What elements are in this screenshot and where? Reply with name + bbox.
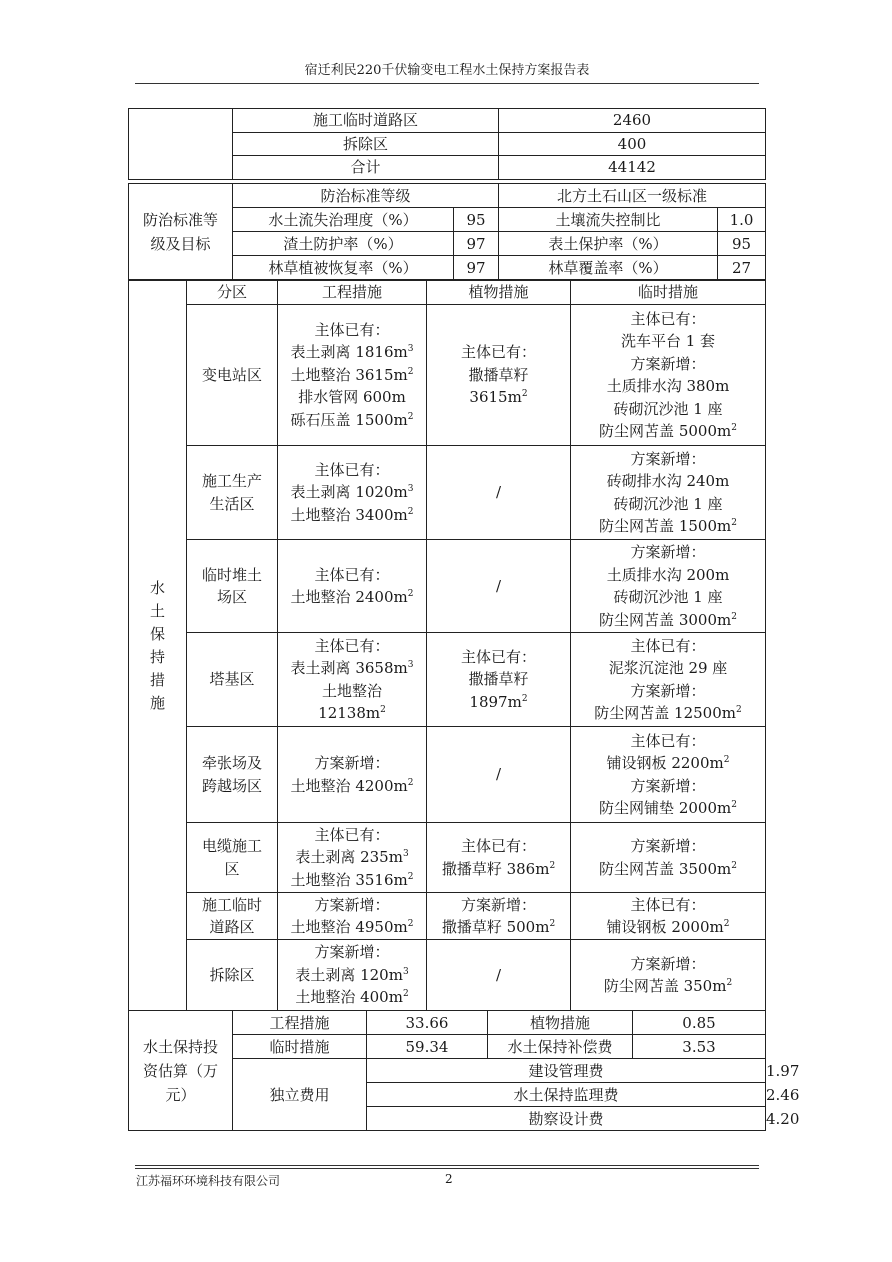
cell-line: 方案新增： (630, 354, 706, 373)
cell-line: 砾石压盖 $1500m^2$ (290, 410, 414, 429)
engineering-value: 33.66 (367, 1011, 488, 1035)
cell-line: 砖砌沉沙池 1 座 (613, 399, 723, 418)
cell-line: 防尘网苫盖 $3000m^2$ (599, 610, 737, 629)
empty-slash: / (495, 483, 502, 502)
cell-line: 土地整治 $3615m^2$ (290, 365, 414, 384)
unit-exponent: 2 (549, 860, 556, 871)
cell-line: 土质排水沟 200m (606, 565, 730, 584)
plant-cell (427, 446, 571, 540)
cell-line: 土地整治 $3400m^2$ (290, 505, 414, 524)
cell-line: 防尘网苫盖 $350m^2$ (603, 977, 733, 995)
cell-line: 防尘网苫盖 $3500m^2$ (599, 859, 737, 878)
empty-slash: / (495, 765, 502, 784)
table-row: 勘察设计费 4.20 (129, 1107, 766, 1131)
cell-line: 土地整治 $2400m^2$ (290, 588, 414, 606)
temporary-cell (571, 893, 766, 940)
cell-line: 主体已有： (314, 460, 390, 479)
cell-line: 土地整治 $400m^2$ (295, 988, 409, 1007)
cell-line: 土地整治 $3516m^2$ (290, 870, 414, 889)
engineering-cell (278, 446, 427, 540)
zone-name: 塔基区 (187, 633, 278, 727)
unit-exponent: 2 (731, 423, 737, 433)
cell-line: 土地整治 $4950m^2$ (290, 918, 414, 936)
footer-company: 江苏福环环境科技有限公司 (136, 1174, 281, 1188)
unit-exponent: 2 (735, 705, 742, 715)
engineering-cell (278, 823, 427, 893)
cell-line: 主体已有： (460, 343, 536, 362)
cell-line: 方案新增： (630, 776, 706, 795)
target-label: 林草植被恢复率（%） (233, 256, 454, 280)
table-row (129, 184, 766, 208)
unit-exponent: 2 (407, 506, 414, 517)
zone-name: 临时堆土场区 (187, 540, 278, 633)
cell-line: 方案新增： (314, 754, 390, 772)
zone-name: 牵张场及跨越场区 (187, 727, 278, 823)
cell-line: 主体已有： (460, 837, 536, 855)
unit-exponent: 2 (731, 611, 737, 622)
header-rule (135, 83, 759, 84)
cell-line: 主体已有： (314, 636, 390, 655)
engineering-cell (278, 633, 427, 727)
target-value: 1.0 (718, 208, 766, 232)
independent-label: 独立费用 (233, 1059, 367, 1131)
standard-level-value: 北方土石山区一级标准 (499, 184, 766, 208)
engineering-cell (278, 727, 427, 823)
unit-exponent: 2 (549, 919, 556, 929)
cell-line: 防尘网苫盖 $1500m^2$ (599, 517, 737, 535)
page-header: 宿迁利民220千伏输变电工程水土保持方案报告表 (304, 63, 590, 78)
standard-section-label: 防治标准等级及目标 (129, 184, 233, 280)
area-value: 2460 (499, 109, 766, 133)
cell-line: $3615m^2$ (469, 388, 528, 407)
cell-line: 砖砌沉沙池 1 座 (613, 588, 723, 606)
plant-cell (427, 727, 571, 823)
cell-line: 撒播草籽 (468, 670, 529, 689)
measures-section-label: 水土保持措施 (129, 281, 187, 1011)
cell-line: 铺设钢板 $2200m^2$ (606, 754, 730, 772)
plant-cell (427, 540, 571, 633)
cell-line: 主体已有： (460, 647, 536, 666)
table-row (129, 109, 766, 133)
compensation-label: 水土保持补偿费 (488, 1035, 633, 1059)
independent-item-label: 建设管理费 (367, 1059, 766, 1083)
cell-line: 主体已有： (314, 320, 390, 339)
independent-item-label: 勘察设计费 (367, 1107, 766, 1131)
table-row: 独立费用 建设管理费 1.97 (129, 1059, 766, 1083)
engineering-cell (278, 940, 427, 1011)
footer-rule (135, 1165, 759, 1166)
unit-exponent: 2 (731, 860, 737, 871)
header-plant: 植物措施 (427, 281, 571, 305)
cell-line: 撒播草籽 $500m^2$ (441, 918, 556, 936)
target-label: 表土保护率（%） (499, 232, 718, 256)
unit-exponent: 2 (407, 589, 414, 599)
table-row (129, 893, 766, 940)
area-blank-cell (129, 109, 233, 180)
temporary-cell (571, 940, 766, 1011)
cell-line: 洗车平台 1 套 (620, 332, 716, 350)
empty-slash: / (495, 576, 502, 595)
unit-exponent: 2 (521, 389, 528, 400)
temporary-cell (571, 633, 766, 727)
unit-exponent: 2 (407, 919, 414, 929)
temporary-value: 59.34 (367, 1035, 488, 1059)
cell-line: 排水管网 600m (298, 388, 406, 407)
cell-line: 方案新增： (630, 837, 706, 855)
table-row (129, 540, 766, 633)
plant-cell (427, 633, 571, 727)
footer-rule (135, 1168, 759, 1169)
table-row (129, 823, 766, 893)
plant-cell (427, 823, 571, 893)
cell-line: 泥浆沉淀池 29 座 (608, 659, 728, 677)
cell-line: 防尘网苫盖 $12500m^2$ (594, 704, 742, 722)
unit-exponent: 2 (380, 705, 386, 715)
unit-exponent: 3 (402, 966, 409, 977)
cell-line: 土地整治 $4200m^2$ (290, 776, 414, 795)
cell-line: 主体已有： (630, 636, 706, 655)
investment-table (128, 1010, 800, 1131)
cell-line: 表土剥离 $1020m^3$ (290, 483, 414, 502)
cell-line: 方案新增： (630, 954, 706, 973)
table-row (129, 727, 766, 823)
cell-line: 表土剥离 $235m^3$ (295, 848, 409, 867)
unit-exponent: 2 (731, 518, 737, 528)
cell-line: 主体已有： (630, 895, 706, 914)
target-label: 渣土防护率（%） (233, 232, 454, 256)
target-label: 水土流失治理度（%） (233, 208, 454, 232)
measures-table (128, 280, 766, 1011)
measures-body (129, 281, 766, 1011)
unit-exponent: 2 (723, 755, 730, 765)
temporary-cell (571, 305, 766, 446)
investment-section-label: 水土保持投资估算（万元） (129, 1011, 233, 1131)
engineering-cell (278, 893, 427, 940)
cell-line: 方案新增： (314, 895, 390, 914)
unit-exponent: 2 (407, 871, 414, 882)
table-row: 水土保持监理费 2.46 (129, 1083, 766, 1107)
cell-line: 防尘网铺垫 $2000m^2$ (599, 799, 737, 817)
unit-exponent: 2 (731, 800, 737, 810)
cell-line: 撒播草籽 (468, 365, 529, 384)
empty-slash: / (495, 965, 502, 984)
unit-exponent: 2 (521, 693, 528, 704)
cell-line: 方案新增： (460, 895, 536, 914)
engineering-label: 工程措施 (233, 1011, 367, 1035)
cell-line: $12138m^2$ (318, 704, 386, 722)
cell-line: 土质排水沟 380m (606, 377, 730, 395)
plant-cell (427, 305, 571, 446)
area-value: 400 (499, 132, 766, 156)
cell-line: 方案新增： (630, 449, 706, 468)
target-value: 95 (454, 208, 499, 232)
cell-line: 土地整治 (321, 681, 382, 700)
table-row (129, 305, 766, 446)
area-total-label: 合计 (233, 156, 499, 180)
unit-exponent: 2 (723, 919, 730, 929)
unit-exponent: 3 (407, 660, 414, 670)
target-value: 97 (454, 256, 499, 280)
area-total-value: 44142 (499, 156, 766, 180)
unit-exponent: 2 (407, 777, 414, 788)
engineering-cell (278, 540, 427, 633)
cell-line: 主体已有： (630, 731, 706, 750)
temporary-cell (571, 540, 766, 633)
area-label: 施工临时道路区 (233, 109, 499, 133)
unit-exponent: 2 (402, 989, 409, 1000)
table-row (129, 633, 766, 727)
cell-line: 方案新增： (630, 681, 706, 700)
table-header-row (129, 281, 766, 305)
cell-line: 防尘网苫盖 $5000m^2$ (599, 422, 737, 440)
plant-cell (427, 893, 571, 940)
table-row (129, 1011, 766, 1035)
cell-line: 主体已有： (314, 565, 390, 584)
cell-line: 主体已有： (630, 309, 706, 328)
target-label: 土壤流失控制比 (499, 208, 718, 232)
table-row (129, 446, 766, 540)
standard-table (128, 183, 766, 280)
cell-line: 表土剥离 $3658m^3$ (290, 659, 414, 677)
area-table (128, 108, 766, 180)
unit-exponent: 2 (407, 411, 414, 422)
header-temporary: 临时措施 (571, 281, 766, 305)
compensation-value: 3.53 (633, 1035, 766, 1059)
engineering-cell (278, 305, 427, 446)
cell-line: 表土剥离 $120m^3$ (295, 965, 409, 984)
zone-name: 电缆施工区 (187, 823, 278, 893)
temporary-cell (571, 446, 766, 540)
temporary-cell (571, 823, 766, 893)
unit-exponent: 2 (407, 366, 414, 377)
unit-exponent: 2 (726, 978, 733, 988)
cell-line: 砖砌排水沟 240m (606, 472, 730, 490)
plant-value: 0.85 (633, 1011, 766, 1035)
target-label: 林草覆盖率（%） (499, 256, 718, 280)
plant-label: 植物措施 (488, 1011, 633, 1035)
unit-exponent: 3 (407, 344, 414, 355)
cell-line: 撒播草籽 $386m^2$ (441, 859, 556, 878)
plant-cell (427, 940, 571, 1011)
temporary-label: 临时措施 (233, 1035, 367, 1059)
target-value: 97 (454, 232, 499, 256)
cell-line: 表土剥离 $1816m^3$ (290, 343, 414, 362)
zone-name: 施工临时道路区 (187, 893, 278, 940)
unit-exponent: 3 (407, 484, 414, 495)
standard-level-label: 防治标准等级 (233, 184, 499, 208)
cell-line: 方案新增： (314, 943, 390, 962)
cell-line: 铺设钢板 $2000m^2$ (606, 918, 730, 936)
cell-line: 砖砌沉沙池 1 座 (613, 494, 723, 513)
unit-exponent: 3 (402, 849, 409, 860)
zone-name: 变电站区 (187, 305, 278, 446)
table-row (129, 940, 766, 1011)
area-label: 拆除区 (233, 132, 499, 156)
zone-name: 施工生产生活区 (187, 446, 278, 540)
cell-line: 方案新增： (630, 543, 706, 561)
temporary-cell (571, 727, 766, 823)
header-zone: 分区 (187, 281, 278, 305)
cell-line: 主体已有： (314, 825, 390, 844)
independent-item-label: 水土保持监理费 (367, 1083, 766, 1107)
target-value: 95 (718, 232, 766, 256)
page-number: 2 (445, 1172, 453, 1186)
target-value: 27 (718, 256, 766, 280)
zone-name: 拆除区 (187, 940, 278, 1011)
header-engineering: 工程措施 (278, 281, 427, 305)
cell-line: $1897m^2$ (469, 692, 528, 711)
